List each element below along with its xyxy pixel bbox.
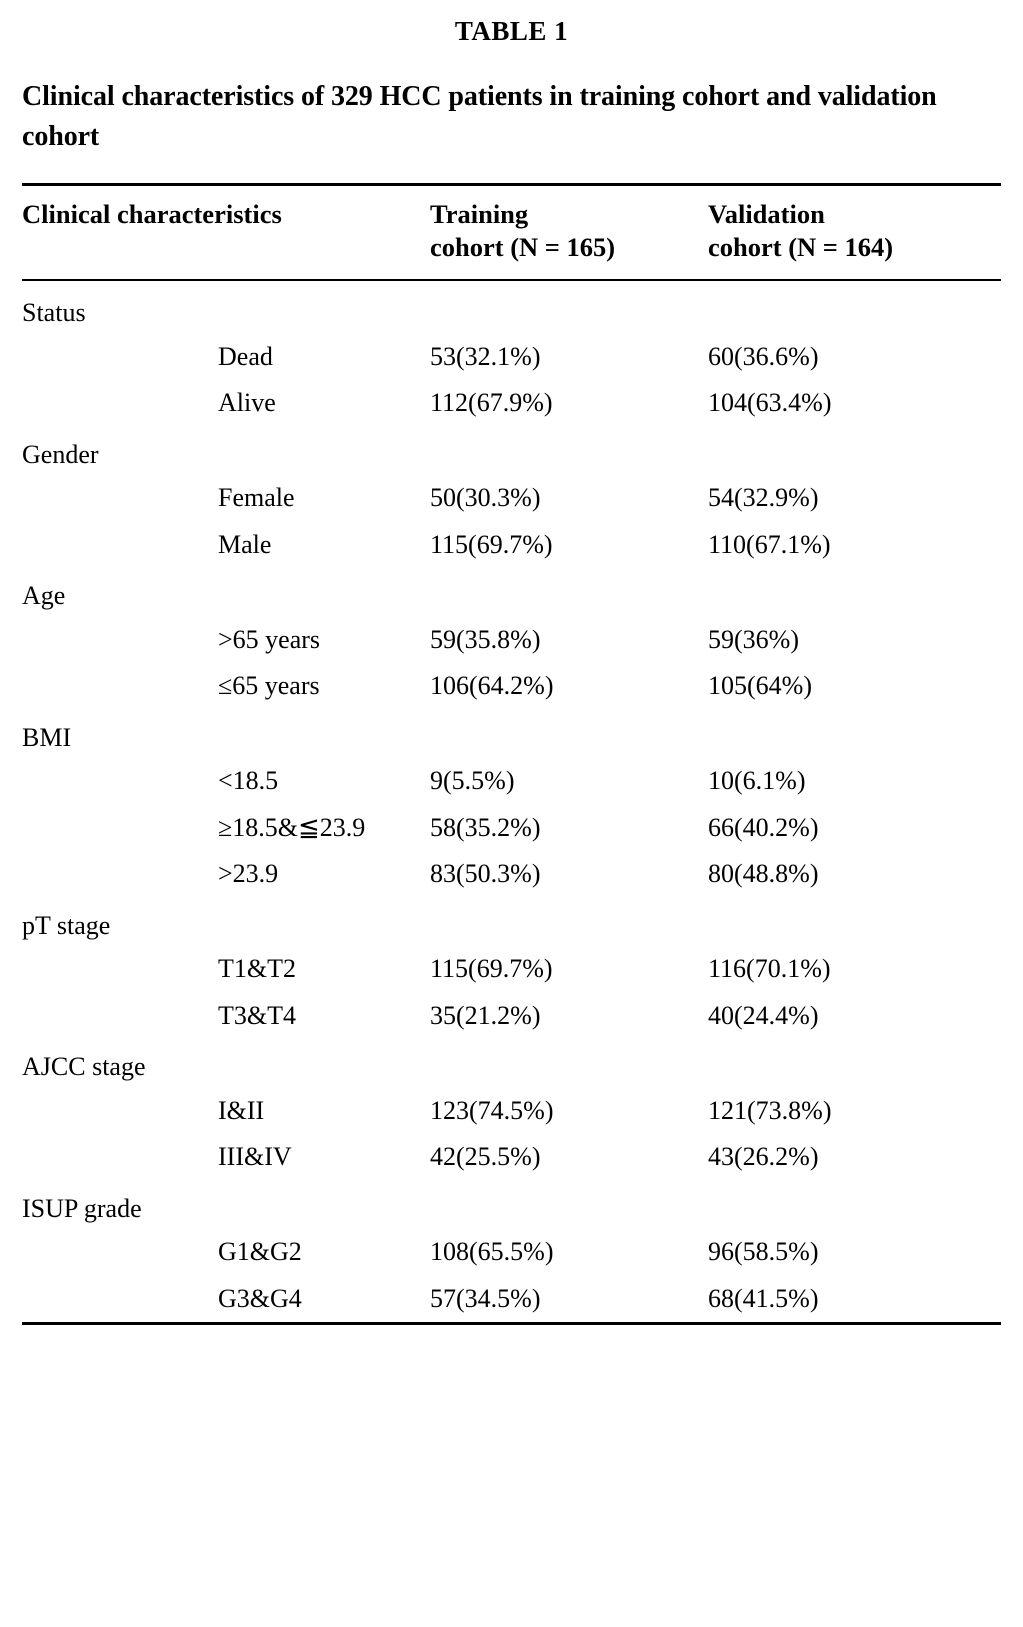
row-training-value: 57(34.5%) [430,1283,541,1313]
header-characteristics [22,184,430,280]
table-row [22,993,1001,1040]
row-validation-value: 80(48.8%) [708,859,819,889]
row-training-value [430,1039,708,1088]
row-group-label [22,663,218,710]
row-validation-value [708,427,1001,476]
row-validation-value: 10(6.1%) [708,766,806,796]
row-subcategory-label: ≥18.5&≦23.9 [218,812,366,842]
row-training-value: 106(64.2%) [430,671,554,701]
row-subcategory-label: Alive [218,388,276,418]
table-row [22,427,1001,476]
row-training-value [430,710,708,759]
clinical-characteristics-table [22,183,1001,1326]
row-subcategory-label: Male [218,529,272,559]
row-group-label [22,1229,218,1276]
row-validation-value: 68(41.5%) [708,1283,819,1313]
row-validation-value [708,280,1001,334]
row-subcategory-label: Dead [218,341,273,371]
row-subcategory-label: >65 years [218,624,321,654]
table-row [22,851,1001,898]
row-training-value: 50(30.3%) [430,483,541,513]
row-group-label [22,758,218,805]
table-row [22,522,1001,569]
row-training-value: 35(21.2%) [430,1000,541,1030]
row-validation-value: 96(58.5%) [708,1237,819,1267]
row-validation-value: 59(36%) [708,624,799,654]
row-training-value: 42(25.5%) [430,1142,541,1172]
row-group-label: Gender [22,439,99,469]
header-row [22,184,1001,280]
row-validation-value [708,710,1001,759]
row-subcategory-label: T1&T2 [218,954,296,984]
row-validation-value: 43(26.2%) [708,1142,819,1172]
row-subcategory-label: Female [218,483,295,513]
row-validation-value [708,1181,1001,1230]
row-training-value: 115(69.7%) [430,529,553,559]
header-training-line1: Training [430,198,529,229]
row-group-label [22,522,218,569]
row-training-value: 123(74.5%) [430,1095,554,1125]
table-row [22,1039,1001,1088]
row-training-value: 58(35.2%) [430,812,541,842]
row-group-label: Age [22,581,66,611]
row-training-value [430,1181,708,1230]
row-training-value: 83(50.3%) [430,859,541,889]
row-validation-value: 60(36.6%) [708,341,819,371]
table-row [22,805,1001,852]
table-row [22,617,1001,664]
row-training-value: 9(5.5%) [430,766,515,796]
header-validation-line2: cohort (N = 164) [708,232,894,263]
row-subcategory-label: I&II [218,1095,265,1125]
row-group-label [22,993,218,1040]
row-group-label [22,1088,218,1135]
table-row [22,1134,1001,1181]
table-row [22,1088,1001,1135]
row-subcategory-label [218,1039,430,1088]
row-training-value [430,427,708,476]
row-subcategory-label [218,568,430,617]
table-row [22,710,1001,759]
row-validation-value: 105(64%) [708,671,812,701]
row-subcategory-label [218,898,430,947]
row-group-label: BMI [22,722,72,752]
row-group-label [22,946,218,993]
table-row [22,1181,1001,1230]
row-validation-value [708,568,1001,617]
row-subcategory-label: >23.9 [218,859,279,889]
row-validation-value: 40(24.4%) [708,1000,819,1030]
row-subcategory-label [218,280,430,334]
table-row [22,1276,1001,1324]
table-row [22,334,1001,381]
row-validation-value: 121(73.8%) [708,1095,832,1125]
row-validation-value [708,898,1001,947]
row-training-value: 112(67.9%) [430,388,553,418]
header-training-cohort [430,184,708,280]
row-training-value [430,280,708,334]
row-validation-value: 54(32.9%) [708,483,819,513]
header-validation-cohort [708,184,1001,280]
header-training-line2: cohort (N = 165) [430,232,616,263]
table-row [22,280,1001,334]
row-subcategory-label: III&IV [218,1142,292,1172]
row-subcategory-label: ≤65 years [218,671,320,701]
row-subcategory-label: <18.5 [218,766,279,796]
table-row [22,758,1001,805]
row-group-label [22,851,218,898]
table-row [22,380,1001,427]
row-group-label [22,617,218,664]
table-row [22,898,1001,947]
header-characteristics-label: Clinical characteristics [22,198,282,229]
row-training-value: 108(65.5%) [430,1237,554,1267]
row-training-value: 53(32.1%) [430,341,541,371]
row-group-label: pT stage [22,910,111,940]
row-group-label: Status [22,298,86,328]
row-group-label [22,475,218,522]
table-row [22,663,1001,710]
table-number: TABLE 1 [454,16,569,46]
row-subcategory-label: G3&G4 [218,1283,302,1313]
row-group-label: AJCC stage [22,1052,146,1082]
row-group-label [22,1134,218,1181]
row-group-label [22,380,218,427]
row-training-value [430,898,708,947]
table-caption: Clinical characteristics of 329 HCC patients in training cohort and validation cohort [22,81,937,152]
table-row [22,568,1001,617]
row-group-label [22,1276,218,1324]
row-group-label: ISUP grade [22,1193,142,1223]
row-validation-value: 110(67.1%) [708,529,831,559]
row-group-label [22,805,218,852]
table-body [22,280,1001,1324]
table-row [22,475,1001,522]
header-validation-line1: Validation [708,198,825,229]
table-row [22,1229,1001,1276]
row-subcategory-label [218,710,430,759]
row-validation-value: 66(40.2%) [708,812,819,842]
row-subcategory-label: T3&T4 [218,1000,296,1030]
row-validation-value: 104(63.4%) [708,388,832,418]
row-group-label [22,334,218,381]
row-validation-value [708,1039,1001,1088]
row-subcategory-label [218,1181,430,1230]
row-training-value: 115(69.7%) [430,954,553,984]
table-header [22,184,1001,280]
row-training-value [430,568,708,617]
table-row [22,946,1001,993]
row-subcategory-label: G1&G2 [218,1237,302,1267]
row-training-value: 59(35.8%) [430,624,541,654]
row-subcategory-label [218,427,430,476]
row-validation-value: 116(70.1%) [708,954,831,984]
